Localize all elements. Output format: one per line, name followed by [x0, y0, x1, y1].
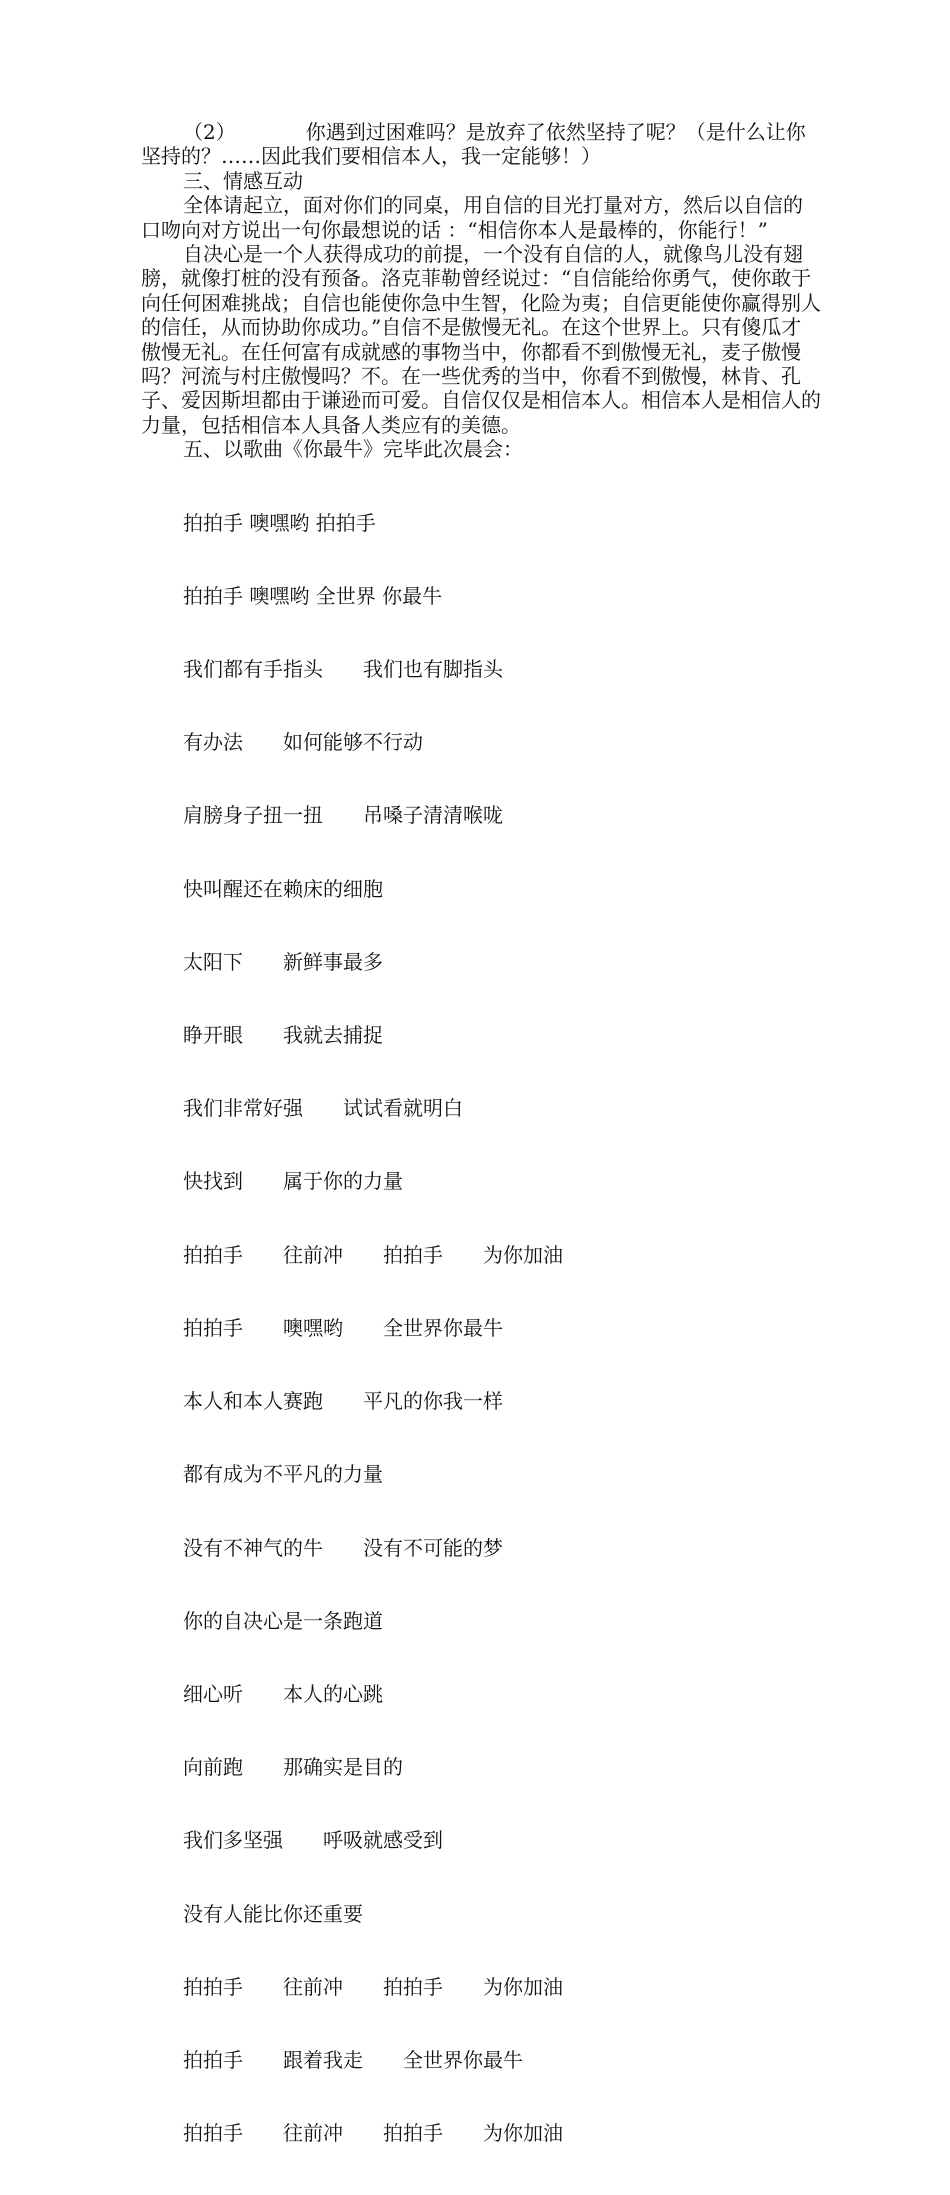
song-line: 拍拍手 噢嘿哟 全世界 你最牛 — [183, 583, 443, 608]
song-line: 拍拍手 噢嘿哟 全世界你最牛 — [183, 1315, 503, 1340]
song-line: 都有成为不平凡的力量 — [183, 1462, 383, 1487]
section-heading-closing-song: 五、以歌曲《你最牛》完毕此次晨会： — [183, 437, 523, 462]
song-line: 我们都有手指头 我们也有脚指头 — [183, 656, 503, 681]
song-line: 太阳下 新鲜事最多 — [183, 949, 383, 974]
paragraph-question: （2） 你遇到过困难吗？是放弃了依然坚持了呢？（是什么让你坚持的？……因此我们要相信本人，我一定能够！） — [141, 120, 806, 169]
paragraph-stand-up-activity: 全体请起立，面对你们的同桌，用自信的目光打量对方，然后以自信的口吻向对方说出一句你最想说的话 ：“相信你本人是最棒的，你能行！” — [141, 193, 803, 242]
song-line: 睁开眼 我就去捕捉 — [183, 1023, 383, 1048]
song-line: 本人和本人赛跑 平凡的你我一样 — [183, 1389, 503, 1414]
song-line: 拍拍手 往前冲 拍拍手 为你加油 — [183, 2121, 563, 2146]
song-line: 拍拍手 跟着我走 全世界你最牛 — [183, 2048, 523, 2073]
paragraph-confidence-essay: 自决心是一个人获得成功的前提，一个没有自信的人，就像鸟儿没有翅膀，就像打桩的没有预备。洛克菲勒曾经说过：“自信能给你勇气，使你敢于向任何困难挑战；自信也能使你急中生智，化险为夷；自信更能使你赢得别人的信任，从而协助你成功。”自信不是傲慢无礼。在这个世界上。只有傻瓜才傲慢无礼。在任何富有成就感的事物当中，你都看不到傲慢无礼，麦子傲慢吗？河流与村庄傲慢吗？不。在一些优秀的当中，你看不到傲慢，林肯、孔子、爱因斯坦都由于谦逊而可爱。自信仅仅是相信本人。相信本人是相信人的力量，包括相信本人具备人类应有的美德。 — [141, 242, 821, 437]
song-line: 快找到 属于你的力量 — [183, 1169, 403, 1194]
song-line: 拍拍手 往前冲 拍拍手 为你加油 — [183, 1974, 563, 1999]
song-line: 你的自决心是一条跑道 — [183, 1608, 383, 1633]
song-line: 没有不神气的牛 没有不可能的梦 — [183, 1535, 503, 1560]
song-line: 没有人能比你还重要 — [183, 1901, 363, 1926]
song-line: 肩膀身子扭一扭 吊嗓子清清喉咙 — [183, 803, 503, 828]
song-line: 细心听 本人的心跳 — [183, 1682, 383, 1706]
song-lyrics — [141, 462, 821, 2195]
song-line: 拍拍手 往前冲 拍拍手 为你加油 — [183, 1242, 563, 1267]
song-line: 快叫醒还在赖床的细胞 — [183, 876, 383, 901]
song-line: 我们非常好强 试试看就明白 — [183, 1096, 463, 1121]
section-heading-emotional-interaction: 三、情感互动 — [183, 168, 303, 193]
song-line: 我们多坚强 呼吸就感受到 — [183, 1828, 443, 1853]
document-body — [141, 120, 821, 2195]
song-line: 有办法 如何能够不行动 — [183, 730, 423, 755]
song-line: 向前跑 那确实是目的 — [183, 1755, 403, 1780]
song-line: 拍拍手 噢嘿哟 拍拍手 — [183, 510, 376, 535]
